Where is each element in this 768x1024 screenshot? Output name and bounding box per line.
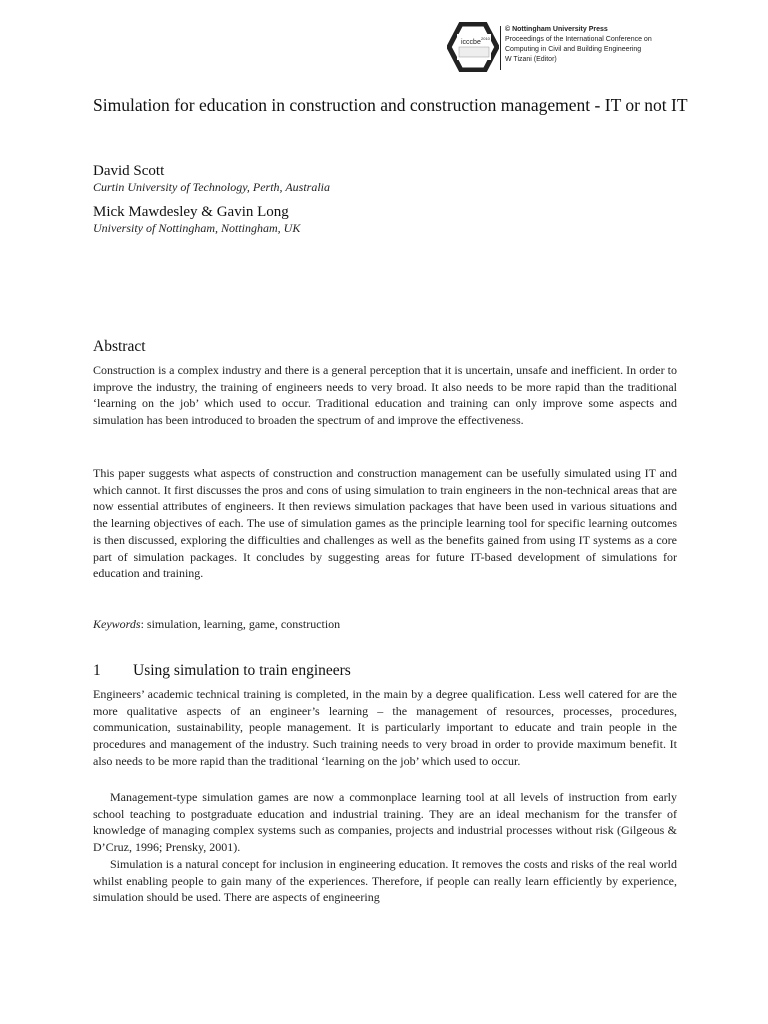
section-1-number: 1 [93,662,101,679]
proceedings-line1: Proceedings of the International Conference on [505,36,652,43]
keywords-label: Keywords [93,617,141,631]
keywords [93,616,677,633]
affiliation-2: University of Nottingham, Nottingham, UK [93,221,301,235]
publication-info [505,25,705,65]
editor: W Tizani (Editor) [505,56,557,63]
logo-year: 2010 [481,36,490,41]
section-1-paragraph-2: Management-type simulation games are now a commonplace learning tool at all levels of instruction from early school teaching to postgraduate education and industrial training. They are an ideal mechanism for the transfer of knowledge of managing complex systems such as companies, projects and industrial processes without risk (Gilgeous & D’Cruz, 1996; Prensky, 2001). [93,790,677,855]
keywords-list: : simulation, learning, game, construction [140,617,341,631]
section-1-heading [93,661,351,681]
proceedings-line2: Computing in Civil and Building Engineering [505,46,642,53]
affiliation-1: Curtin University of Technology, Perth, Australia [93,180,330,194]
logo-text: icccbe [461,39,481,46]
abstract-heading: Abstract [93,338,146,355]
section-1-paragraph-3: Simulation is a natural concept for inclusion in engineering education. It removes the costs and risks of the real world whilst enabling people to gain many of the experiences. Therefore, if people can really learn efficiently by experience, simulation should be used. There are aspects of engineering [93,857,677,905]
author-1: David Scott [93,163,165,179]
author-2: Mick Mawdesley & Gavin Long [93,204,289,220]
abstract-paragraph-2: This paper suggests what aspects of construction and construction management can be usefully simulated using IT and which cannot. It first discusses the pros and cons of using simulation to train engineers in the non-technical areas that are now essential attributes of engineers. It then reviews simulation packages that have been used in various situations and the learning objectives of each. The use of simulation games as the principle learning tool for specific learning outcomes is then discussed, exploring the difficulties and challenges as well as the benefits gained from using IT systems as a core part of simulation packages. It concludes by suggesting areas for future IT-based development of simulations for education and training. [93,466,677,581]
section-1-paragraph-1: Engineers’ academic technical training is completed, in the main by a degree qualification. Less well catered for are the more qualitative aspects of an engineer’s learning – the management of resources, processes, procedures, communication, sustainability, people management. It is particularly important to educate and train people in the procedures and management of the industry. Such training needs to very broad in order to provide maximum benefit. It also needs to be more rapid than the traditional ‘learning on the job’ which used to occur. [93,687,677,768]
conference-logo [447,22,499,72]
publisher: © Nottingham University Press [505,26,608,33]
section-1-title: Using simulation to train engineers [133,662,351,679]
abstract-paragraph-1: Construction is a complex industry and there is a general perception that it is uncertain, unsafe and inefficient. In order to improve the industry, the training of engineers needs to very broad. It also needs to be more rapid than the traditional ‘learning on the job’ which used to occur. Traditional education and training can only improve some aspects and simulation has been introduced to broaden the spectrum of and improve the effectiveness. [93,363,677,428]
paper-title: Simulation for education in construction and construction management - IT or not IT [93,95,688,115]
header-divider [500,26,501,70]
